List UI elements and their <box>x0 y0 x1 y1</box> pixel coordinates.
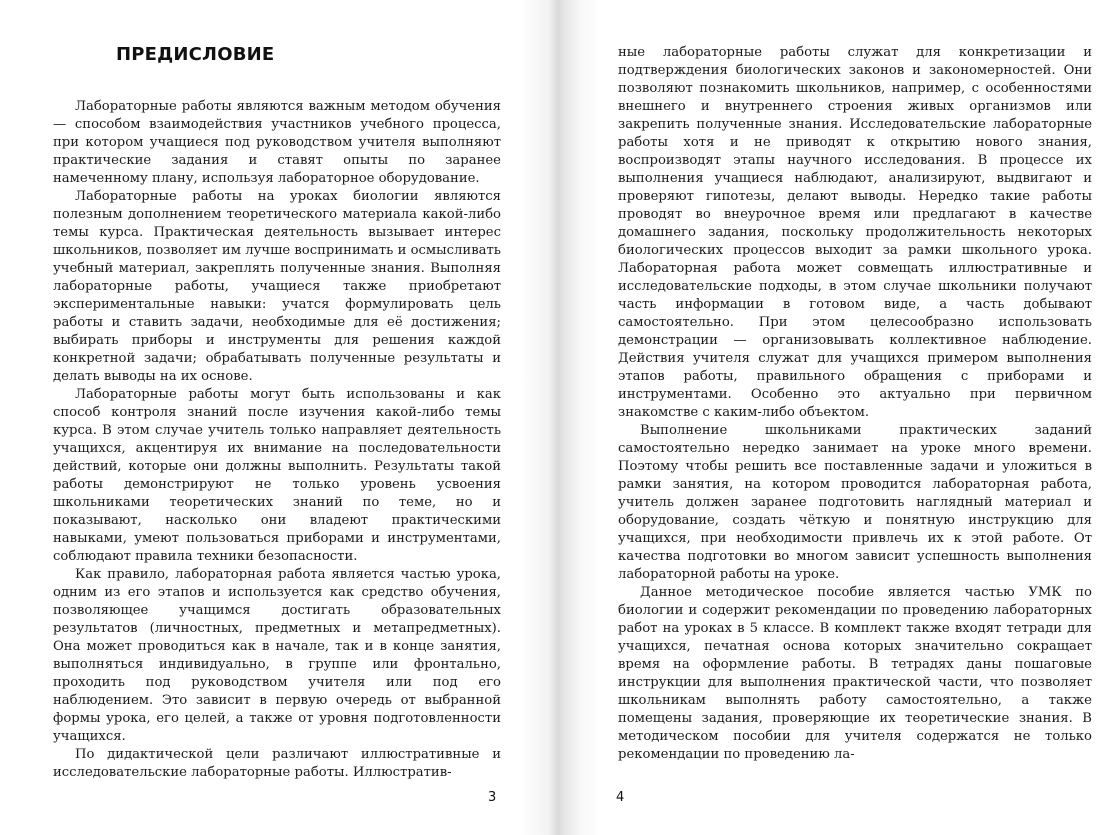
paragraph: ные лабораторные работы служат для конкретизации и подтверждения биологических законов и закономерностей. Они позволяют познакомить школьников, например, с особенностями внешнего и внутреннего строения живых организмов или закрепить полученные знания. Исследовательские лабораторные работы хотя и не приводят к открытию нового знания, воспроизводят этапы научного исследования. В процессе их выполнения учащиеся наблюдают, анализируют, выдвигают и проверяют гипотезы, делают выводы. Нередко такие работы проводят во внеурочное время или предлагают в качестве домашнего задания, поскольку продолжительность некоторых биологических процессов выходит за рамки школьного урока. Лабораторная работа может совмещать иллюстративные и исследовательские подходы, в этом случае школьники получают часть информации в готовом виде, а часть добывают самостоятельно. При этом целесообразно использовать демонстрации — организовывать коллективное наблюдение. Действия учителя служат для учащихся примером выполнения этапов работы, правильного обращения с приборами и инструментами. Особенно это актуально при первичном знакомстве с каким-либо объектом. <box>618 45 1092 420</box>
paragraph: Как правило, лабораторная работа является частью урока, одним из его этапов и используется как средство обучения, позволяющее учащимся достигать образовательных результатов (личностных, предметных и метапредметных). Она может проводиться как в начале, так и в конце занятия, выполняться индивидуально, в группе или фронтально, проходить под руководством учителя или под его наблюдением. Это зависит в первую очередь от выбранной формы урока, его целей, а также от уровня подготовленности учащихся. <box>53 567 501 744</box>
left-page-text <box>53 98 501 782</box>
paragraph: Лабораторные работы могут быть использованы и как способ контроля знаний после изучения какой-либо темы курса. В этом случае учитель только направляет деятельность учащихся, акцентируя их внимание на последовательности действий, которые они должны выполнить. Результаты такой работы демонстрируют не только уровень усвоения школьниками теоретических знаний по теме, но и показывают, насколько они владеют практическими навыками, умеют пользоваться приборами и инструментами, соблюдают правила техники безопасности. <box>53 387 501 564</box>
paragraph: Выполнение школьниками практических заданий самостоятельно нередко занимает на уроке много времени. Поэтому чтобы решить все поставленные задачи и уложиться в рамки занятия, на котором проводится лабораторная работа, учитель должен заранее подготовить наглядный материал и оборудование, создать чёткую и понятную инструкцию для учащихся, при необходимости привлечь их к этой работе. От качества подготовки во многом зависит успешность выполнения лабораторной работы на уроке. <box>618 423 1092 582</box>
right-page-text <box>618 44 1092 764</box>
paragraph: По дидактической цели различают иллюстративные и исследовательские лабораторные работы. Иллюстратив- <box>53 747 501 780</box>
paragraph: Данное методическое пособие является частью УМК по биологии и содержит рекомендации по проведению лабораторных работ на уроках в 5 классе. В комплект также входят тетради для учащихся, печатная основа которых значительно сокращает время на оформление работы. В тетрадях даны пошаговые инструкции для выполнения практической части, что позволяет школьникам выполнять работу самостоятельно, а также помещены задания, проверяющие их теоретические знания. В методическом пособии для учителя содержатся не только рекомендации по проведению ла- <box>618 585 1092 762</box>
right-page <box>556 0 1116 835</box>
paragraph: Лабораторные работы являются важным методом обучения — способом взаимодействия участников учебного процесса, при котором учащиеся под руководством учителя выполняют практические задания и ставят опыты по заранее намеченному плану, используя лабораторное оборудование. <box>53 99 501 186</box>
left-page <box>0 0 556 835</box>
page-number: 4 <box>616 790 625 805</box>
page-number: 3 <box>488 790 497 805</box>
paragraph: Лабораторные работы на уроках биологии являются полезным дополнением теоретического материала какой-либо темы курса. Практическая деятельность вызывает интерес школьников, позволяет им лучше воспринимать и осмысливать учебный материал, закреплять полученные знания. Выполняя лабораторные работы, учащиеся также приобретают экспериментальные навыки: учатся формулировать цель работы и ставить задачи, необходимые для её достижения; выбирать приборы и инструменты для решения каждой конкретной задачи; обрабатывать полученные результаты и делать выводы на их основе. <box>53 189 501 384</box>
page-title: ПРЕДИСЛОВИЕ <box>116 44 275 65</box>
